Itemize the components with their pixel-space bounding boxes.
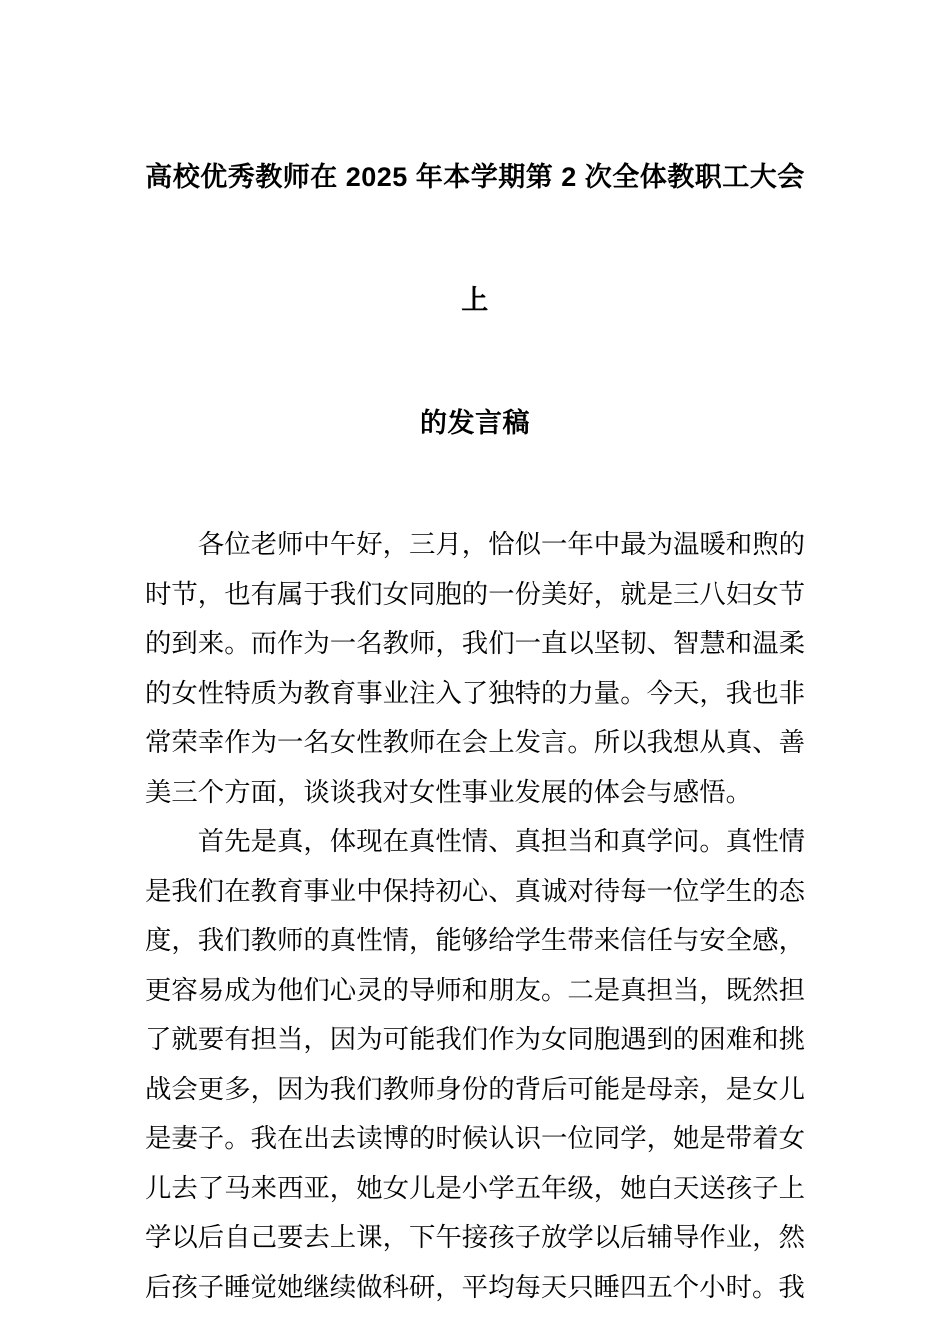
paragraph-2: 首先是真，体现在真性情、真担当和真学问。真性情是我们在教育事业中保持初心、真诚对待每一位学生的态度，我们教师的真性情，能够给学生带来信任与安全感，更容易成为他们心灵的导师和朋友。二是真担当，既然担了就要有担当，因为可能我们作为女同胞遇到的困难和挑战会更多，因为我们教师身份的背后可能是母亲，是女儿是妻子。我在出去读博的时候认识一位同学，她是带着女儿去了马来西亚，她女儿是小学五年级，她白天送孩子上学以后自己要去上课，下午接孩子放学以后辅导作业，然后孩子睡觉她继续做科研，平均每天只睡四五个小时。我: [145, 826, 805, 1302]
document-title: [145, 116, 805, 485]
title-line-1: 高校优秀教师在 2025 年本学期第 2 次全体教职工大会上: [145, 162, 805, 315]
document-body: [145, 520, 805, 1312]
title-line-2: 的发言稿: [420, 408, 530, 438]
paragraph-1: 各位老师中午好，三月，恰似一年中最为温暖和煦的时节，也有属于我们女同胞的一份美好，就是三八妇女节的到来。而作为一名教师，我们一直以坚韧、智慧和温柔的女性特质为教育事业注入了独特的力量。今天，我也非常荣幸作为一名女性教师在会上发言。所以我想从真、善美三个方面，谈谈我对女性事业发展的体会与感悟。: [145, 529, 805, 807]
